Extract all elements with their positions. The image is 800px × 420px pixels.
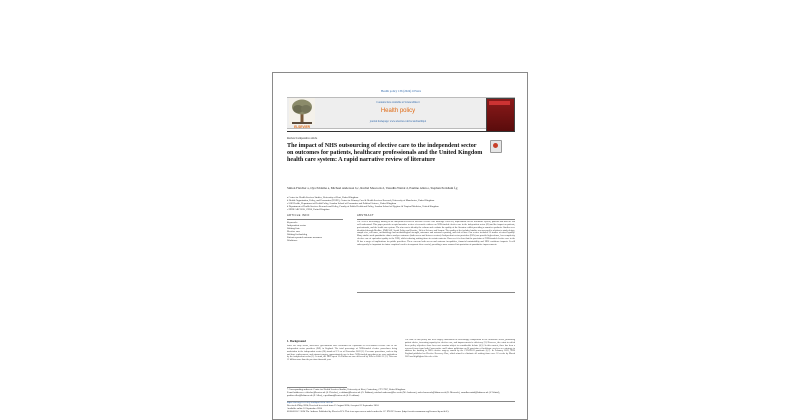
contents-line bbox=[323, 101, 473, 104]
keywords-list bbox=[287, 221, 343, 242]
keyword: Patient reported outcome measures bbox=[287, 236, 323, 239]
author-list[interactable]: Simon Fletcher a, Oya Eddama a, Michael Anderson b,c, Rachel Meacock d, Vasudha Wattal d, Pauline Allen e, Stephen Peckham f,g bbox=[287, 186, 458, 190]
article-info-heading: ARTICLE INFO bbox=[287, 214, 310, 217]
affiliations bbox=[287, 197, 507, 212]
background-column-2: The state of this policy has been largely understood as increasingly competition in the healthcare sector, promoting patient choice, increasing capacity for elective care, and improvements in efficiency [3]. However, the extent to which these policy objectives have been met remains subject to considerable debate [4,5]. In this context, there has been a renewed focus from both Conservative and Labour politicians on IS provision of healthcare services as a strategy to address the backlog in NHS elective surgery caused by the COVID-19 pandemic [6,7]. In February 2022, NHS England published an Elective Recovery Plan, which aimed to eliminate all waiting times over 52 weeks by March 2025 and highlighted the role of the bbox=[405, 339, 515, 359]
license-note: 0168-8510/© 2024 The Authors. Published by Elsevier B.V. This is an open access article under the CC BY-NC license (http://creativecommons.org/licenses/by-nc/4.0/). bbox=[287, 409, 449, 413]
keyword: Waiting list backlog bbox=[287, 233, 308, 236]
keyword: Elective care bbox=[287, 230, 300, 233]
abstract-heading: ABSTRACT bbox=[357, 214, 375, 217]
affiliation: a Centre for Health Services Studies, University of Kent, United Kingdom bbox=[287, 196, 359, 199]
affiliation: b Health Organisation, Policy, and Economics (HOPE), Centre for Primary Care & Health Services Research, University of Manchester, United Kingdom bbox=[287, 198, 435, 202]
affiliation: d Department of Health Services Research and Policy, Faculty of Public Health and Policy, London School of Hygiene & Tropical Medicine, United Kingdom bbox=[287, 204, 439, 208]
corresponding-author-note: * Corresponding author at: Centre for Health Services Studies, University of Kent, Canterbury, CT2 7NZ, United Kingdom. bbox=[287, 388, 406, 391]
journal-name: Health policy bbox=[380, 108, 416, 114]
elsevier-tree-logo bbox=[289, 98, 315, 125]
running-head[interactable]: Health policy 136 (2024) 105xxx bbox=[381, 89, 421, 93]
affiliation: c LSE Health, Department of Health Policy, London School of Economics and Political Science, United Kingdom bbox=[287, 201, 397, 205]
article-info-rule bbox=[287, 219, 343, 220]
publication-info bbox=[287, 402, 515, 414]
article-page bbox=[272, 72, 528, 420]
background-column-1: Since the early 2000s, successive governments have facilitated the expansion of NHS-funded elective care to the independent sector providers (ISP) in England. The total percentage of NHS-funded elective procedures being undertaken in the independent sector (IS) stands at 9 % as of November 2022 [1]. For some procedures, such as hip and knee replacements, and cataract surgery, approximately one in three NHS-funded procedures are now undertaken by the independent sector [1]. In total, the NHS spent 13.4 billion on care delivered by ISPs in 2020–21 [2]. This was 12 billion more than the previous financial year. bbox=[287, 345, 397, 362]
journal-cover-band bbox=[489, 101, 510, 105]
keyword: Independent sector bbox=[287, 224, 306, 227]
email-addresses-note[interactable]: E-mail addresses: s.fletcher@kent.ac.uk (S. Fletcher), o.eddama@kent.ac.uk (O. Eddama), michael.anderson@lse.ac.uk (M. Anderson), rachel.meacock@lshtm.ac.uk (R. Meacock), vasudha.wattal@lshtm.ac.uk (V. Wattal), pauline.allen@lshtm.ac.uk (P. Allen), s.peckham@kent.ac.uk (S. Peckham). bbox=[287, 390, 500, 397]
check-for-updates-mark bbox=[493, 143, 498, 148]
article-title: The impact of NHS outsourcing of elective care to the independent sector on outcomes for patients, healthcare professionals and the United Kingdom health care system: A rapid narrative review of literature bbox=[287, 143, 483, 164]
background-heading: 1. Background bbox=[287, 339, 306, 343]
affiliation: e NIHR ARC KSS, CHSS, United Kingdom bbox=[287, 207, 330, 211]
available-online: Available online 16 September 2024 bbox=[287, 406, 322, 410]
contents-text[interactable]: Contents lists available at ScienceDirect bbox=[376, 101, 420, 104]
journal-homepage-link[interactable]: journal homepage: www.elsevier.com/locate/healthpol bbox=[369, 120, 427, 123]
article-type: Review/Comparative article bbox=[287, 137, 318, 140]
received-dates: Received 4 May 2024; Received in revised form 15 August 2024; Accepted 12 September 2024 bbox=[287, 403, 379, 407]
keyword: Waiting lists bbox=[287, 227, 300, 230]
abstract-text: The NHS is increasingly turning to the independent sector to alleviate elective care backlogs. However, implications for the healthcare system, patients and staff are not well understood. This paper provides a rapid narrative review of research evidence on NHS-funded elective care in the independent sector (IS) and the impact on patients, professionals, and the health care system. The aim was to identify the volume and evaluate the quality of the literature whilst providing a narrative synthesis. Studies were identified through Medline, EMBASE, Social Policy and Practice, Web of Science and Scopus. The quality of the included studies was assessed in relation to study design, sample size, relevance, methodology and methodological strength, outcomes and outcome reporting, and risk of bias. Our review included 35 studies of mixed quality. Many studies used quantitative data to analyse outcomes (both access and between sectors). Independent sector providers (ISPs) can provide high-volume, low-complexity elective care of equivalent quality to the NHS, whilst reducing waiting times in certain contexts. However it is clear that the provision of NHS-funded elective care in the IS has a range of implications for public providers. These concern both access and outcome inequalities, financial sustainability and NHS workforce impacts. It will subsequently be important for future empirical work to incorporate these crucial, providing a more nuanced interpretation of quantitative improvements. bbox=[357, 221, 515, 246]
abstract-end-rule bbox=[357, 292, 515, 293]
keyword: Workforce bbox=[287, 239, 298, 242]
keywords-label: Keywords: bbox=[287, 221, 298, 224]
abstract-rule bbox=[357, 219, 515, 220]
footnotes bbox=[287, 389, 515, 398]
header-rule bbox=[287, 131, 515, 132]
publisher-name: ELSEVIER bbox=[294, 125, 310, 129]
doi-link[interactable]: https://doi.org/10.1016/j.healthpol.2024.105146 bbox=[287, 401, 333, 404]
